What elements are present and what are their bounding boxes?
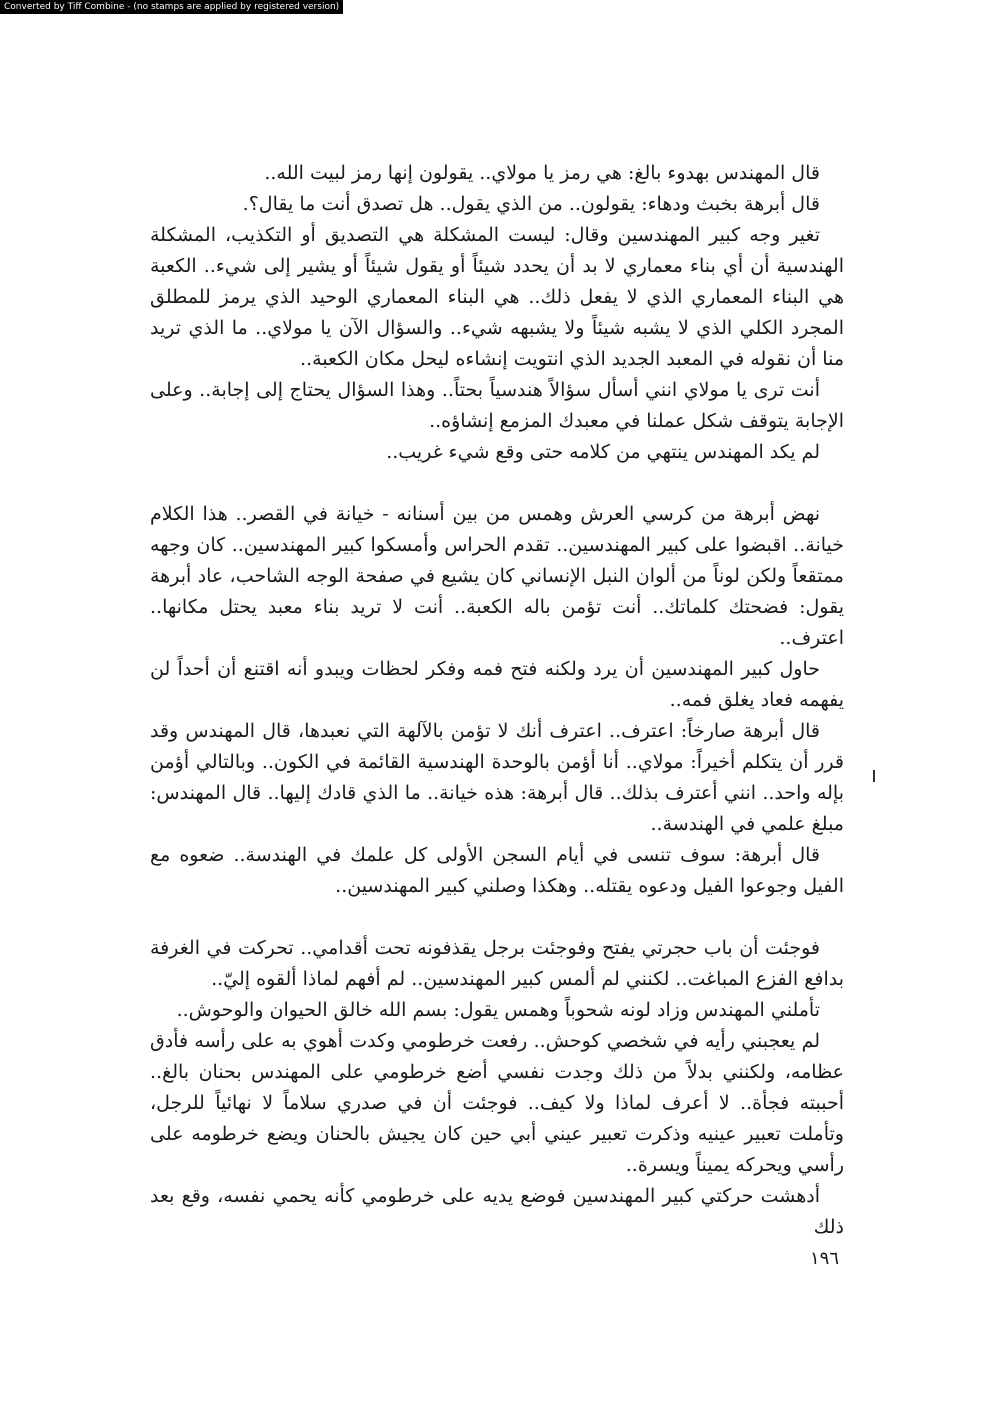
- paragraph: قال أبرهة بخبث ودهاء: يقولون.. من الذي يقول.. هل تصدق أنت ما يقال؟.: [242, 193, 820, 215]
- paragraph: فوجئت أن باب حجرتي يفتح وفوجئت برجل يقذفونه تحت أقدامي.. تحركت في الغرفة بدافع الفزع المباغت.. لكنني لم ألمس كبير المهندسين.. لم أفهم لماذا ألقوه إليّ..: [150, 937, 844, 990]
- paragraph: تغير وجه كبير المهندسين وقال: ليست المشكلة هي التصديق أو التكذيب، المشكلة الهندسية أن أي بناء معماري لا بد أن يحدد شيئاً أو يقول شيئاً أو يشير إلى شيء.. الكعبة هي البناء المعماري الذي لا يفعل ذلك.. هي البناء المعماري الوحيد الذي يرمز للمطلق المجرد الكلي الذي لا يشبه شيئاً ولا يشبهه شيء.. والسؤال الآن يا مولاي.. ما الذي تريد منا أن نقوله في المعبد الجديد الذي انتويت إنشاءه ليحل مكان الكعبة..: [150, 224, 844, 370]
- paragraph: نهض أبرهة من كرسي العرش وهمس من بين أسنانه - خيانة في القصر.. هذا الكلام خيانة.. اقبضوا على كبير المهندسين.. تقدم الحراس وأمسكوا كبير المهندسين.. كان وجهه ممتقعاً ولكن لوناً من ألوان النبل الإنساني كان يشيع في صفحة الوجه الشاحب، عاد أبرهة يقول: فضحتك كلماتك.. أنت تؤمن باله الكعبة.. أنت لا تريد بناء معبد يحتل مكانها.. اعترف..: [150, 503, 844, 649]
- converter-banner: Converted by Tiff Combine - (no stamps are applied by registered version): [0, 0, 343, 14]
- text-section: [150, 158, 844, 468]
- section-break: [150, 468, 844, 499]
- paragraph: حاول كبير المهندسين أن يرد ولكنه فتح فمه وفكر لحظات ويبدو أنه اقتنع أن أحداً لن يفهمه فعاد يغلق فمه..: [150, 658, 844, 711]
- text-section: [150, 499, 844, 902]
- paragraph: أنت ترى يا مولاي انني أسأل سؤالاً هندسياً بحتاً.. وهذا السؤال يحتاج إلى إجابة.. وعلى الإجابة يتوقف شكل عملنا في معبدك المزمع إنشاؤه..: [150, 379, 844, 432]
- section-break: [150, 902, 844, 933]
- paragraph: أدهشت حركتي كبير المهندسين فوضع يديه على خرطومي كأنه يحمي نفسه، وقع بعد ذلك: [150, 1185, 844, 1238]
- paragraph: تأملني المهندس وزاد لونه شحوباً وهمس يقول: بسم الله خالق الحيوان والوحوش..: [176, 999, 820, 1021]
- paragraph: قال أبرهة: سوف تنسى في أيام السجن الأولى كل علمك في الهندسة.. ضعوه مع الفيل وجوعوا الفيل ودعوه يقتله.. وهكذا وصلني كبير المهندسين..: [150, 844, 844, 897]
- paragraph: قال أبرهة صارخاً: اعترف.. اعترف أنك لا تؤمن بالآلهة التي نعبدها، قال المهندس وقد قرر أن يتكلم أخيراً: مولاي.. أنا أؤمن بالوحدة الهندسية القائمة في الكون.. وبالتالي أؤمن بإله واحد.. انني أعترف بذلك.. قال أبرهة: هذه خيانة.. ما الذي قادك إليها.. قال المهندس: مبلغ علمي في الهندسة..: [150, 720, 844, 835]
- paragraph: قال المهندس بهدوء بالغ: هي رمز يا مولاي.. يقولون إنها رمز لبيت الله..: [264, 162, 820, 184]
- page-number: ١٩٦: [810, 1248, 840, 1269]
- paragraph: لم يكد المهندس ينتهي من كلامه حتى وقع شيء غريب..: [386, 441, 820, 463]
- text-section: [150, 933, 844, 1243]
- margin-mark: [873, 770, 875, 782]
- page-body: [150, 158, 844, 1243]
- paragraph: لم يعجبني رأيه في شخصي كوحش.. رفعت خرطومي وكدت أهوي به على رأسه فأدق عظامه، ولكنني بدلاً من ذلك وجدت نفسي أضع خرطومي على المهندس بحنان بالغ.. أحببته فجأة.. لا أعرف لماذا ولا كيف.. فوجئت أن في صدري سلاماً لا نهائياً للرجل، وتأملت تعبير عينيه وذكرت تعبير عيني أبي حين كان يجيش بالحنان ويضع خرطومه على رأسي ويحركه يميناً ويسرة..: [150, 1030, 844, 1176]
